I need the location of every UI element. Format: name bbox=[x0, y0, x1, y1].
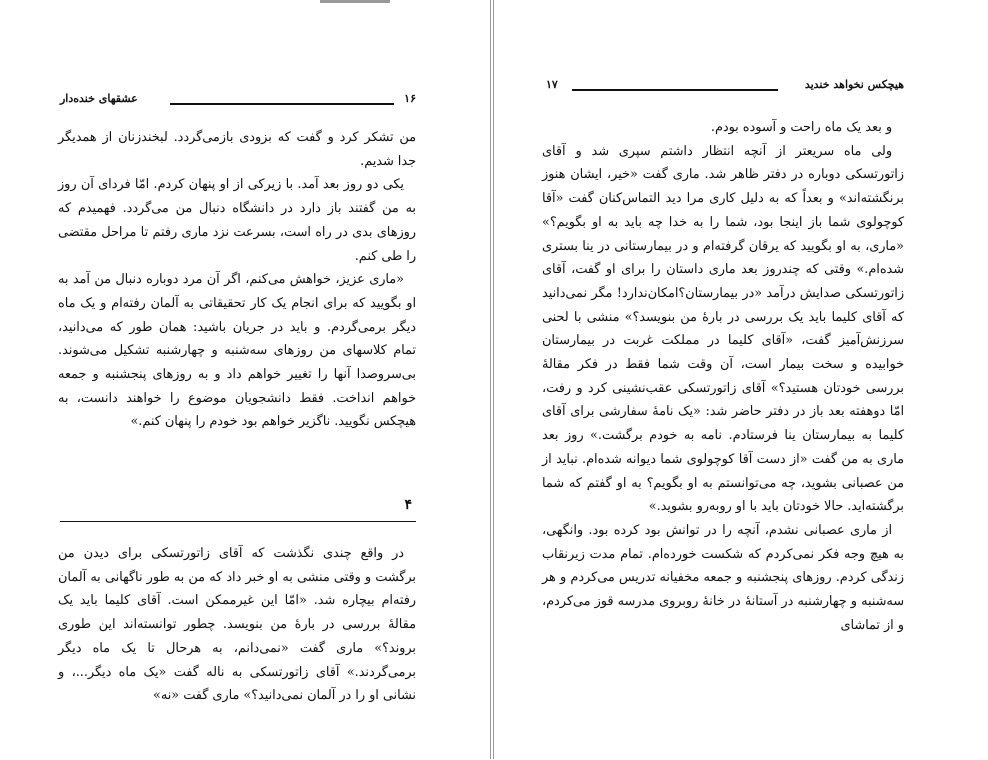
right-text-block bbox=[542, 116, 904, 637]
right-header-rule bbox=[572, 89, 778, 91]
left-header-title: عشقهای خنده‌دار bbox=[60, 92, 138, 105]
left-page-number: ۱۶ bbox=[404, 92, 416, 105]
right-page-number: ۱۷ bbox=[546, 78, 558, 91]
left-running-header bbox=[60, 92, 416, 112]
paragraph: در واقع چندی نگذشت که آقای زاتورتسکی برای دیدن من برگشت و وقتی منشی به او خبر داد که من به طور ناگهانی به آلمان رفته‌ام بیچاره شد. «امّا این غیرممکن است. آقای کلیما باید یک مقالهٔ بررسی در بارهٔ من بنویسد. چطور توانسته‌اند این طوری بروند؟» ماری گفت «نمی‌دانم، به هرحال تا یک ماه دیگر برمی‌گردند.» آقای زاتورتسکی به ناله گفت «یک ماه دیگر...، و نشانی او را در آلمان نمی‌دانید؟» ماری گفت «نه» bbox=[58, 546, 416, 704]
paragraph: از ماری عصبانی نشدم، آنچه را در توانش بود کرده بود. وانگهی، به هیچ وجه فکر نمی‌کردم که شکست خورده‌ام. تمام مدت زیرنقاب زندگی کردم. روزهای پنجشنبه و جمعه مخفیانه تدریس می‌کردم و هر سه‌شنبه و چهارشنبه در آستانهٔ در خانهٔ روبروی مدرسه قوز می‌کردم، و از تماشای bbox=[542, 522, 904, 633]
paragraph: ولی ماه سریعتر از آنچه انتظار داشتم سپری شد و آقای زاتورتسکی دوباره در دفتر ظاهر شد. ماری گفت «خیر، ایشان هنوز برنگشته‌اند» و بعداً که به دلیل کاری مرا دید التماس‌کنان گفت «آقا کوچولوی شما باز اینجا بود، شما را به خدا چه باید به او بگویم؟» «ماری، به او بگویید که یرقان گرفته‌ام و در بیمارستانی در ینا بستری شده‌ام.» وقتی که چندروز بعد ماری داستان را برای او گفت، آقای زاتورتسکی صدایش درآمد «در بیمارستان؟امکان‌ندارد! مگر نمی‌دانید که آقای کلیما باید یک بررسی در بارهٔ من بنویسد؟» منشی با لحنی سرزنش‌آمیز گفت، «آقای کلیما در مملکت غربت در بیمارستان خوابیده و سخت بیمار است، آن وقت شما فقط در فکر مقالهٔ بررسی خودتان هستید؟» آقای زاتورتسکی عقب‌نشینی کرد و رفت، امّا دوهفته بعد باز در دفتر حاضر شد: «یک نامهٔ سفارشی برای آقای کلیما به بیمارستان ینا فرستادم. نامه به خودم برگشت.» روز بعد ماری به من گفت «از دست آقا کوچولوی شما دیوانه شده‌ام. نباید از من عصبانی بشوید، چه می‌توانستم به او بگویم؟ به او گفتم که شما برگشته‌اید. حالا خودتان باید با او روبه‌رو بشوید.» bbox=[542, 143, 904, 515]
scan-top-mark bbox=[320, 0, 390, 3]
paragraph: و بعد یک ماه راحت و آسوده بودم. bbox=[710, 120, 892, 135]
paragraph: یکی دو روز بعد آمد. با زیرکی از او پنهان کردم. امّا فردای آن روز به من گفتند باز دارد در دانشگاه دنبال من می‌گردد. فهمیدم که روزهای بدی در راه است، بسرعت نزد ماری رفتم تا مراحل مقتضی را طی کنم. bbox=[58, 177, 416, 264]
section-divider bbox=[60, 521, 416, 522]
right-book-page bbox=[493, 0, 988, 759]
right-header-title: هیچکس نخواهد خندید bbox=[804, 78, 904, 91]
paragraph: من تشکر کرد و گفت که بزودی بازمی‌گردد. لبخندزنان از همدیگر جدا شدیم. bbox=[58, 130, 416, 169]
left-header-rule bbox=[170, 103, 394, 105]
left-text-block-2 bbox=[58, 542, 416, 708]
right-running-header bbox=[546, 78, 904, 98]
left-book-page bbox=[0, 0, 491, 759]
section-number: ۴ bbox=[404, 497, 412, 513]
paragraph: «ماری عزیز، خواهش می‌کنم، اگر آن مرد دوباره دنبال من آمد به او بگویید که برای انجام یک کار تحقیقاتی به آلمان رفته‌ام و یک ماه دیگر برمی‌گردم. و باید در جریان باشید: همان طور که می‌دانید، تمام کلاسهای من روزهای سه‌شنبه و چهارشنبه تشکیل می‌شوند. بی‌سروصدا آنها را تغییر خواهم داد و به روزهای پنجشنبه و جمعه خواهم انداخت. فقط دانشجویان موضوع را خواهند دانست، به هیچکس نگویید. ناگزیر خواهم بود خودم را پنهان کنم.» bbox=[58, 272, 416, 430]
left-text-block-1 bbox=[58, 126, 416, 434]
